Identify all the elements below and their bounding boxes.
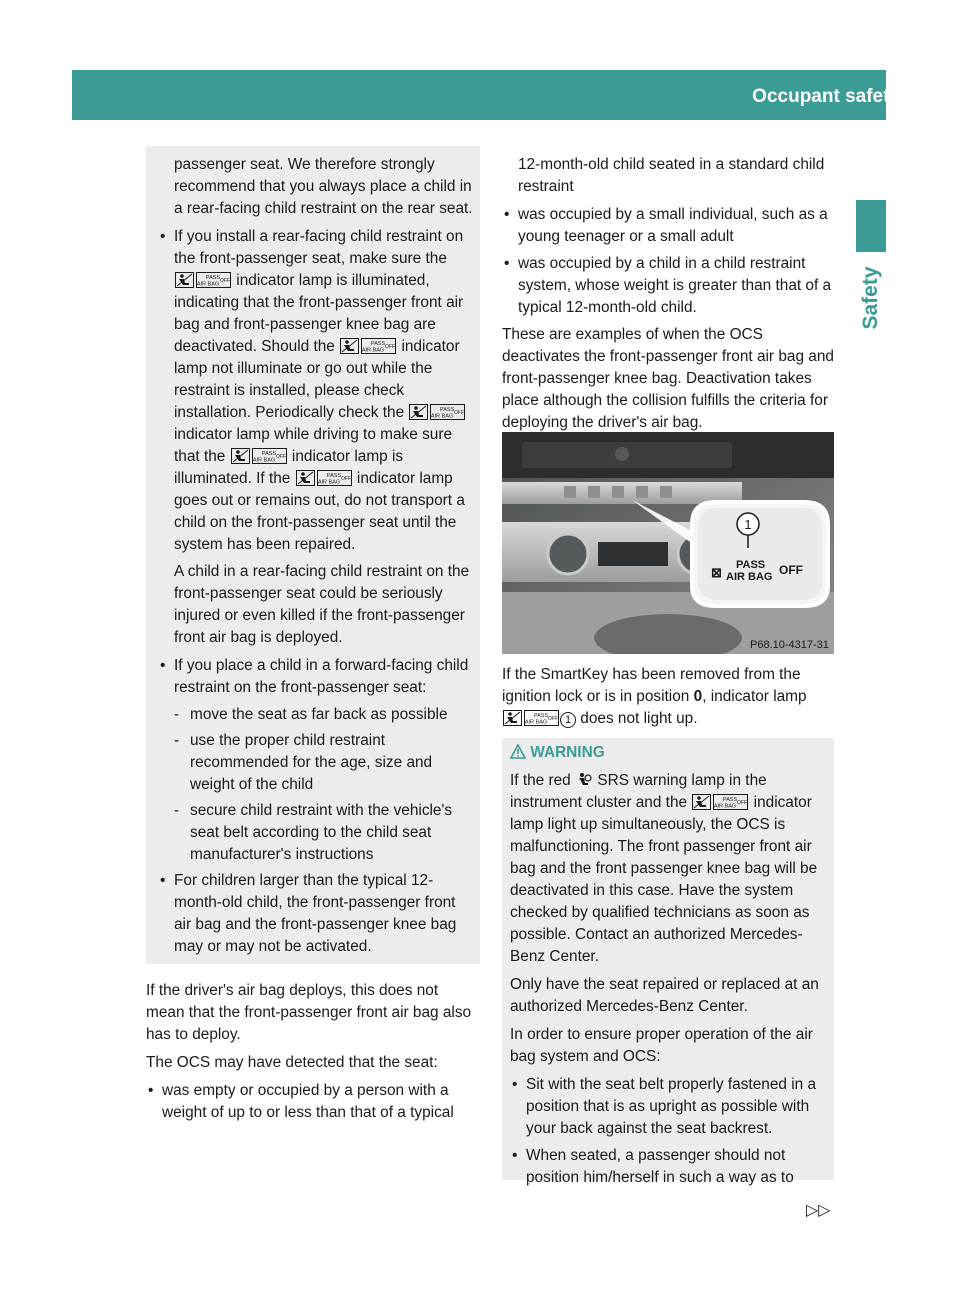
paragraph: In order to ensure proper operation of the air bag system and OCS: xyxy=(510,1026,813,1065)
dashboard-photo xyxy=(502,432,834,654)
bullet-glyph: • xyxy=(148,1082,154,1099)
svg-text:AIR BAG: AIR BAG xyxy=(714,803,737,810)
svg-text:PASS: PASS xyxy=(723,797,738,803)
warning-triangle-icon xyxy=(510,744,526,759)
right-column-lower xyxy=(502,664,836,736)
passenger-airbag-off-icon xyxy=(502,710,560,727)
passenger-airbag-off-icon xyxy=(230,448,288,465)
warning-heading xyxy=(510,742,828,764)
paragraph: passenger seat. We therefore strongly recommend that you always place a child in a rear-facing child restraint on the rear seat. xyxy=(174,156,473,217)
warning-title: WARNING xyxy=(530,744,605,761)
svg-text:AIR BAG: AIR BAG xyxy=(252,457,275,464)
key-position: 0 xyxy=(693,688,703,705)
svg-text:OFF: OFF xyxy=(454,410,465,416)
callout-number: 1 xyxy=(744,517,752,532)
bullet-glyph: • xyxy=(512,1076,518,1093)
svg-text:PASS: PASS xyxy=(440,407,455,413)
paragraph: If the driver's air bag deploys, this does not mean that the front-passenger front air bag also has to deploy. xyxy=(146,982,472,1043)
svg-text:PASS: PASS xyxy=(261,451,276,457)
bullet-item: • If you place a child in a forward-facing child restraint on the front-passenger seat: xyxy=(160,657,469,696)
bullet-glyph: • xyxy=(504,206,510,223)
passenger-airbag-off-svg xyxy=(692,794,748,810)
warning-note: A child in a rear-facing child restraint on the front-passenger seat could be seriously injured or even killed if the front-passenger front air bag is deployed. xyxy=(174,563,470,646)
paragraph: If the red SRS warning lamp in the instrument cluster and the PASS AIR BAG OFF indicator lamp light up simultaneously, the OCS is malfunctioning. The front passenger front air bag and the front passenger knee bag will be deactivated in this case. Have the system checked by qualified technicians as soon as possible. Contact an authorized Mercedes-Benz Center. xyxy=(510,772,818,965)
dash-item: - move the seat as far back as possible xyxy=(174,706,448,723)
callout-number-icon: 1 xyxy=(560,712,576,728)
passenger-airbag-off-icon xyxy=(295,470,353,487)
svg-text:AIR BAG: AIR BAG xyxy=(431,413,454,420)
svg-text:AIR BAG: AIR BAG xyxy=(317,479,340,486)
dash-item: - secure child restraint with the vehicle's seat belt according to the child seat manufacturer's instructions xyxy=(174,802,453,863)
bullet-item: • If you install a rear-facing child restraint on the front-passenger seat, make sure the PASS AIR BAG OFF indicator lamp is illuminated, indicating that the front-passenger front air bag and front-passenger knee bag are deactivated. Should the PASS AIR BAG OFF indicator lamp not illuminate or go out while the restraint is installed, please check installation. Periodically check the PASS AIR BAG OFF indicator lamp while driving to make sure that the PASS AIR BAG OFF indicator lamp is illuminated. If the PASS AIR BAG OFF indicator lamp goes out or remains out, do not transport a child on the front-passenger seat until the system has been repaired. xyxy=(160,228,465,553)
side-tab xyxy=(856,258,886,338)
photo-code: P68.10-4317-31 xyxy=(750,639,829,651)
bullet-glyph: • xyxy=(160,872,166,889)
page-title: Occupant safety xyxy=(752,86,900,107)
left-column xyxy=(158,154,474,963)
page-number: 45 xyxy=(917,86,939,107)
svg-text:OFF: OFF xyxy=(220,278,230,284)
svg-text:OFF: OFF xyxy=(737,800,748,806)
svg-text:AIR BAG: AIR BAG xyxy=(362,347,385,354)
photo-pass-label: PASS xyxy=(736,559,766,571)
passenger-airbag-off-svg xyxy=(231,448,287,464)
bullet-glyph: • xyxy=(504,255,510,272)
svg-text:PASS: PASS xyxy=(326,473,341,479)
continue-arrows-icon: ▷▷ xyxy=(806,1202,831,1219)
bullet-glyph: • xyxy=(160,657,166,674)
svg-text:OFF: OFF xyxy=(548,716,558,722)
bullet-item: • was occupied by a small individual, such as a young teenager or a small adult xyxy=(504,206,828,245)
bullet-item: • For children larger than the typical 12-month-old child, the front-passenger front air bag and the front-passenger knee bag may or may not be activated. xyxy=(160,872,457,955)
svg-text:PASS: PASS xyxy=(205,275,221,281)
left-column-lower xyxy=(146,980,480,1129)
bullet-item: • was occupied by a child in a child restraint system, whose weight is greater than that of a typical 12-month-old child. xyxy=(504,255,832,316)
header-divider xyxy=(902,70,905,120)
photo-off-label: OFF xyxy=(779,563,803,577)
passenger-airbag-off-svg xyxy=(409,404,465,420)
svg-text:PASS: PASS xyxy=(533,713,549,719)
header-bar xyxy=(72,70,939,120)
passenger-airbag-off-svg xyxy=(503,710,559,726)
paragraph: Only have the seat repaired or replaced at an authorized Mercedes-Benz Center. xyxy=(510,976,819,1015)
svg-text:AIR BAG: AIR BAG xyxy=(524,719,548,726)
paragraph: If the SmartKey has been removed from the ignition lock or is in position 0, indicator lamp PASS AIR BAG OFF 1 does not light up. xyxy=(502,666,807,727)
bullet-item: • Sit with the seat belt properly fastened in a position that is as upright as possible with your back against the seat backrest. xyxy=(512,1076,817,1137)
passenger-airbag-off-icon xyxy=(408,404,466,421)
bullet-item: • When seated, a passenger should not position him/herself in such a way as to xyxy=(512,1147,794,1186)
bullet-item: • was empty or occupied by a person with a weight of up to or less than that of a typical xyxy=(148,1082,454,1121)
side-tab-marker xyxy=(856,200,886,252)
side-tab-label: Safety xyxy=(859,266,882,330)
bullet-glyph: • xyxy=(160,228,166,245)
warning-content xyxy=(510,742,828,1194)
passenger-airbag-off-svg xyxy=(340,338,396,354)
passenger-airbag-off-icon xyxy=(691,794,749,811)
svg-text:OFF: OFF xyxy=(340,476,351,482)
passenger-airbag-off-svg xyxy=(296,470,352,486)
right-column xyxy=(502,154,836,440)
svg-text:OFF: OFF xyxy=(275,454,286,460)
bullet-continuation: 12-month-old child seated in a standard child restraint xyxy=(518,156,825,195)
dash-item: - use the proper child restraint recommended for the age, size and weight of the child xyxy=(174,732,433,793)
svg-text:OFF: OFF xyxy=(385,344,396,350)
photo-airbag-label: AIR BAG xyxy=(726,571,773,583)
srs-warning-icon xyxy=(576,772,592,788)
paragraph: The OCS may have detected that the seat: xyxy=(146,1054,438,1071)
bullet-glyph: • xyxy=(512,1147,518,1164)
passenger-airbag-off-icon xyxy=(339,338,397,355)
svg-text:AIR BAG: AIR BAG xyxy=(196,281,220,288)
svg-text:PASS: PASS xyxy=(371,341,386,347)
photo-airbag-glyph: ⊠ xyxy=(711,565,722,580)
passenger-airbag-off-svg xyxy=(175,272,231,288)
passenger-airbag-off-icon xyxy=(174,272,232,289)
paragraph: These are examples of when the OCS deactivates the front-passenger front air bag and front-passenger knee bag. Deactivation takes place although the collision fulfills the criteria for deploying the driver's air bag. xyxy=(502,326,834,431)
